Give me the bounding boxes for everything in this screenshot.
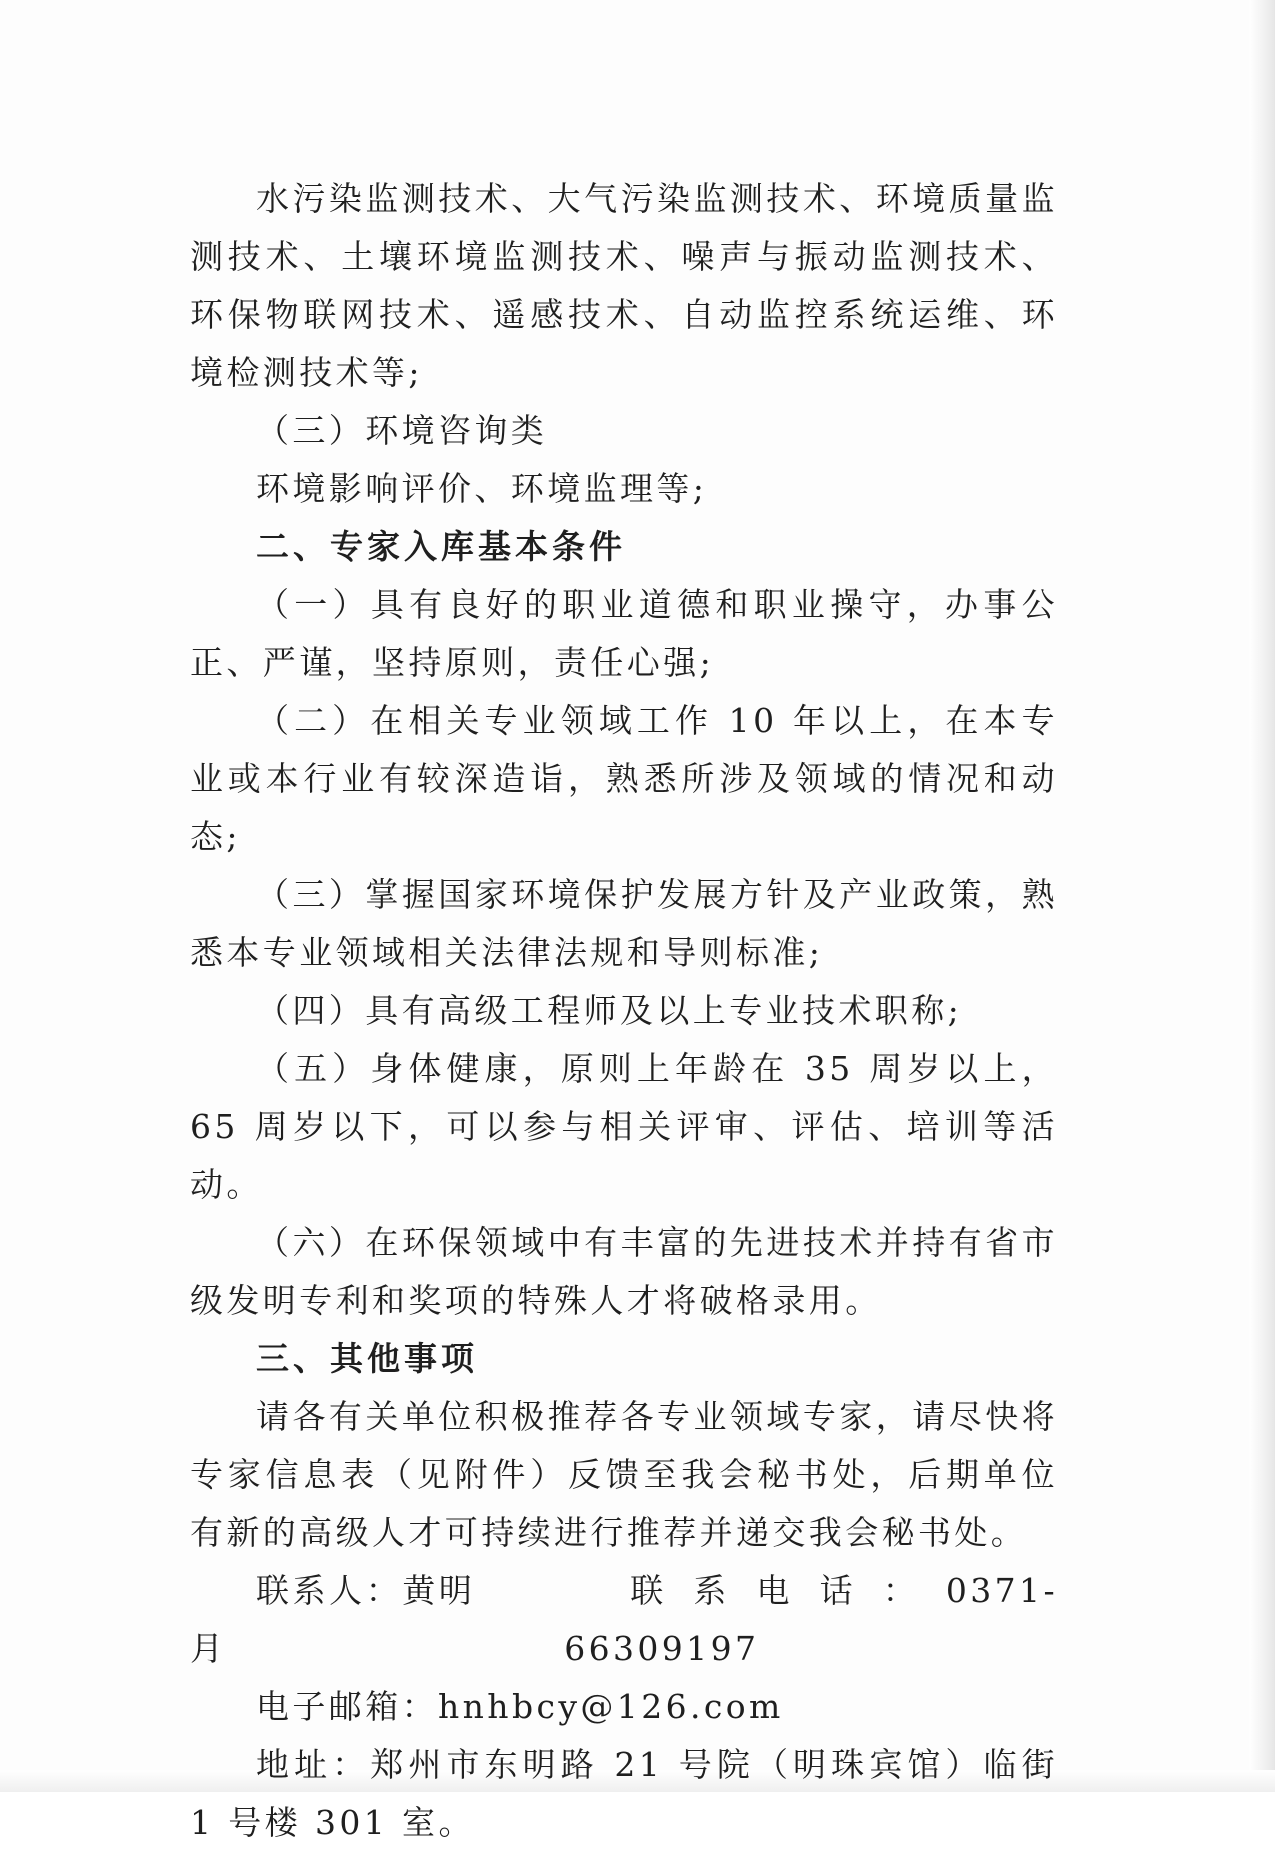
contact-line [190, 1562, 1058, 1678]
condition-item-1: （一）具有良好的职业道德和职业操守，办事公正、严谨，坚持原则，责任心强; [190, 585, 1058, 682]
section-heading-conditions: 二、专家入库基本条件 [256, 527, 626, 566]
contact-phone: 联系电话：0371-66309197 [564, 1571, 1058, 1668]
condition-item-4: （四）具有高级工程师及以上专业技术职称; [256, 991, 963, 1030]
condition-item-2: （二）在相关专业领域工作 10 年以上，在本专业或本行业有较深造诣，熟悉所涉及领域的情况和动态; [190, 701, 1058, 856]
paragraph-recommendation: 请各有关单位积极推荐各专业领域专家，请尽快将专家信息表（见附件）反馈至我会秘书处，后期单位有新的高级人才可持续进行推荐并递交我会秘书处。 [190, 1397, 1058, 1552]
document-body [190, 170, 1058, 1852]
paragraph-monitoring-tech: 水污染监测技术、大气污染监测技术、环境质量监测技术、土壤环境监测技术、噪声与振动监测技术、环保物联网技术、遥感技术、自动监控系统运维、环境检测技术等; [190, 179, 1058, 392]
section-heading-other: 三、其他事项 [256, 1339, 478, 1378]
condition-item-6: （六）在环保领域中有丰富的先进技术并持有省市级发明专利和奖项的特殊人才将破格录用。 [190, 1223, 1058, 1320]
scan-edge-right [1249, 0, 1275, 1792]
paragraph-consulting-heading: （三）环境咨询类 [256, 411, 548, 450]
contact-address: 地址：郑州市东明路 21 号院（明珠宾馆）临街 1 号楼 301 室。 [190, 1745, 1058, 1842]
condition-item-5: （五）身体健康，原则上年龄在 35 周岁以上，65 周岁以下，可以参与相关评审、评估、培训等活动。 [190, 1049, 1058, 1204]
contact-person: 联系人：黄明月 [190, 1571, 476, 1668]
contact-email: 电子邮箱：hnhbcy@126.com [256, 1687, 784, 1726]
paragraph-consulting-items: 环境影响评价、环境监理等; [256, 469, 708, 508]
contact-gap [475, 1562, 564, 1678]
condition-item-3: （三）掌握国家环境保护发展方针及产业政策，熟悉本专业领域相关法律法规和导则标准; [190, 875, 1058, 972]
